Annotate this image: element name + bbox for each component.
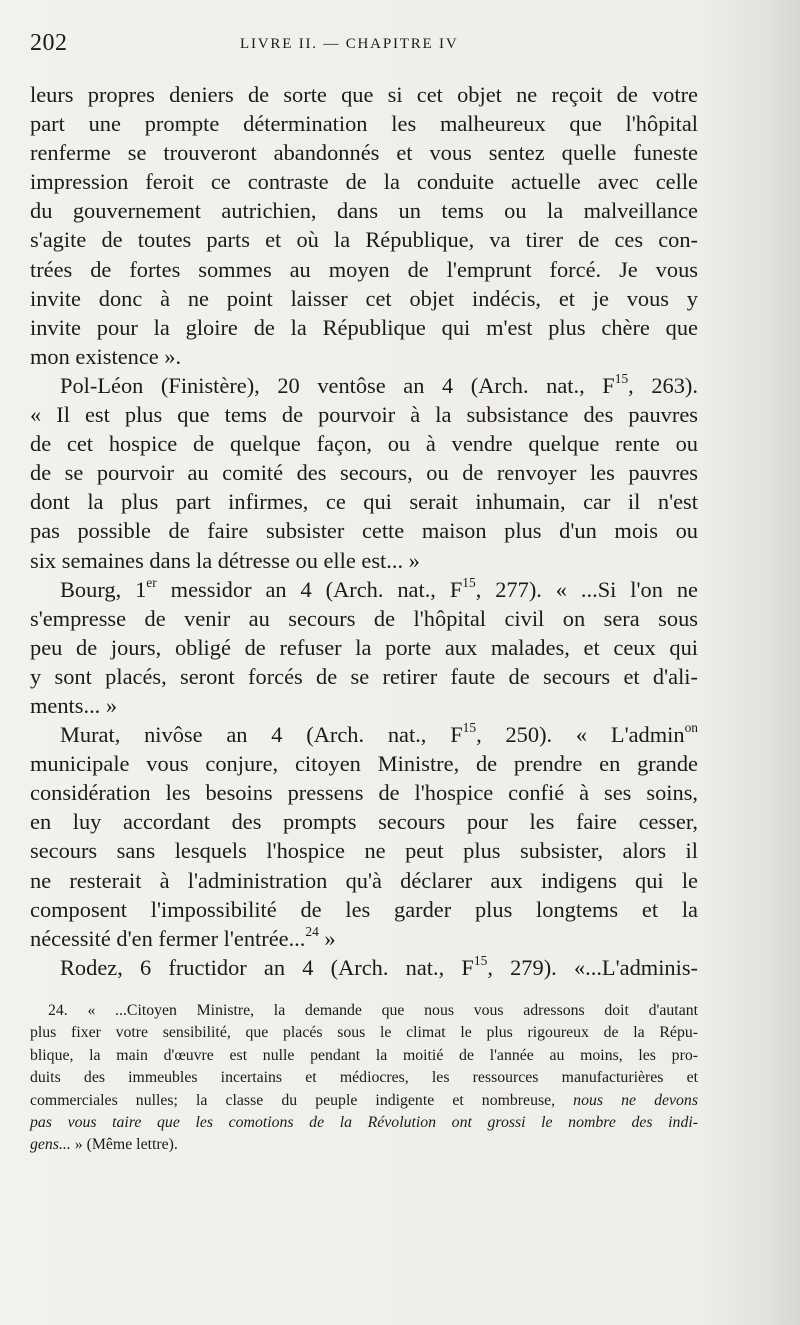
footnote-line: commerciales nulles; la classe du peuple indigente et nombreuse, nous ne devons [30,1091,698,1109]
text-line: ments... » [30,692,118,718]
footnote-line: plus fixer votre sensibilité, que placés sous le climat le plus rigoureux de la Répu- [30,1024,698,1042]
text-line: de se pourvoir au comité des secours, ou de renvoyer les pauvres [30,460,698,486]
text-line: ne resterait à l'administration qu'à déclarer aux indigens qui le [30,867,698,893]
citation-rodez: Rodez, 6 fructidor an 4 (Arch. nat., $F^{15}$, 279). «...L'adminis- [60,952,699,980]
citation-murat: Murat, nivôse an 4 (Arch. nat., $F^{15}$, 250). « L'admin$^{on}$ [60,719,699,748]
text-line: du gouvernement autrichien, dans un tems ou la malveillance [30,198,698,224]
text-line: invite donc à ne point laisser cet objet indécis, et je vous y [30,285,698,311]
page-number: 202 [30,30,68,56]
text-line: part une prompte détermination les malheureux que l'hôpital [30,111,698,137]
text-line: dont la plus part infirmes, ce qui serait inhumain, car il n'est [30,489,698,515]
text-line: s'empresse de venir au secours de l'hôpital civil on sera sous [30,605,698,631]
footnote-line: gens... » (Même lettre). [30,1136,178,1154]
page-header [30,30,690,64]
text-line: en luy accordant des prompts secours pour les faire cesser, [30,809,698,835]
text-line: impression feroit ce contraste de la conduite actuelle avec celle [30,169,698,195]
body-text [30,80,698,982]
footnote-line: 24. « ...Citoyen Ministre, la demande que nous vous adressons doit d'autant [48,1002,698,1019]
text-line: considération les besoins pressens de l'hospice confié à ses soins, [30,780,698,806]
text-line: y sont placés, seront forcés de se retirer faute de secours et d'ali- [30,663,698,689]
citation-bourg: Bourg, 1er messidor an 4 (Arch. nat., $F^{15}$, 277). « ...Si l'on ne [60,574,698,602]
text-line: mon existence ». [30,343,182,369]
text-line: invite pour la gloire de la République qui m'est plus chère que [30,314,698,340]
running-head: LIVRE II. — CHAPITRE IV [240,36,459,52]
text-line: s'agite de toutes parts et où la République, va tirer de ces con- [30,227,698,253]
footnote-ref-line: nécessité d'en fermer l'entrée...$^{24}$ » [30,923,336,951]
text-line: composent l'impossibilité de les garder plus longtems et la [30,896,698,922]
text-line: municipale vous conjure, citoyen Ministre, de prendre en grande [30,751,698,777]
footnote-ref-24: 24 [305,923,319,939]
text-line: de cet hospice de quelque façon, ou à vendre quelque rente ou [30,431,698,457]
text-line: trées de fortes sommes au moyen de l'emprunt forcé. Je vous [30,256,698,282]
text-line: six semaines dans la détresse ou elle est... » [30,547,420,573]
text-line: secours sans lesquels l'hospice ne peut plus subsister, alors il [30,838,698,864]
text-line: peu de jours, obligé de refuser la porte aux malades, et ceux qui [30,634,698,660]
citation-polleon: Pol-Léon (Finistère), 20 ventôse an 4 (Arch. nat., $F^{15}$, 263). [60,370,698,398]
text-line: pas possible de faire subsister cette maison plus d'un mois ou [30,518,698,544]
footnote-line: pas vous taire que les comotions de la Révolution ont grossi le nombre des indi- [30,1114,698,1132]
text-line: leurs propres deniers de sorte que si cet objet ne reçoit de votre [30,82,698,107]
footnote-24 [30,1000,698,1157]
footnote-line: blique, la main d'œuvre est nulle pendant la moitié de l'année au moins, les pro- [30,1046,698,1064]
footnote-line: duits des immeubles incertains et médiocres, les ressources manufacturières et [30,1069,698,1087]
text-line: renferme se trouveront abandonnés et vous sentez quelle funeste [30,140,698,166]
text-line: « Il est plus que tems de pourvoir à la subsistance des pauvres [30,402,698,428]
